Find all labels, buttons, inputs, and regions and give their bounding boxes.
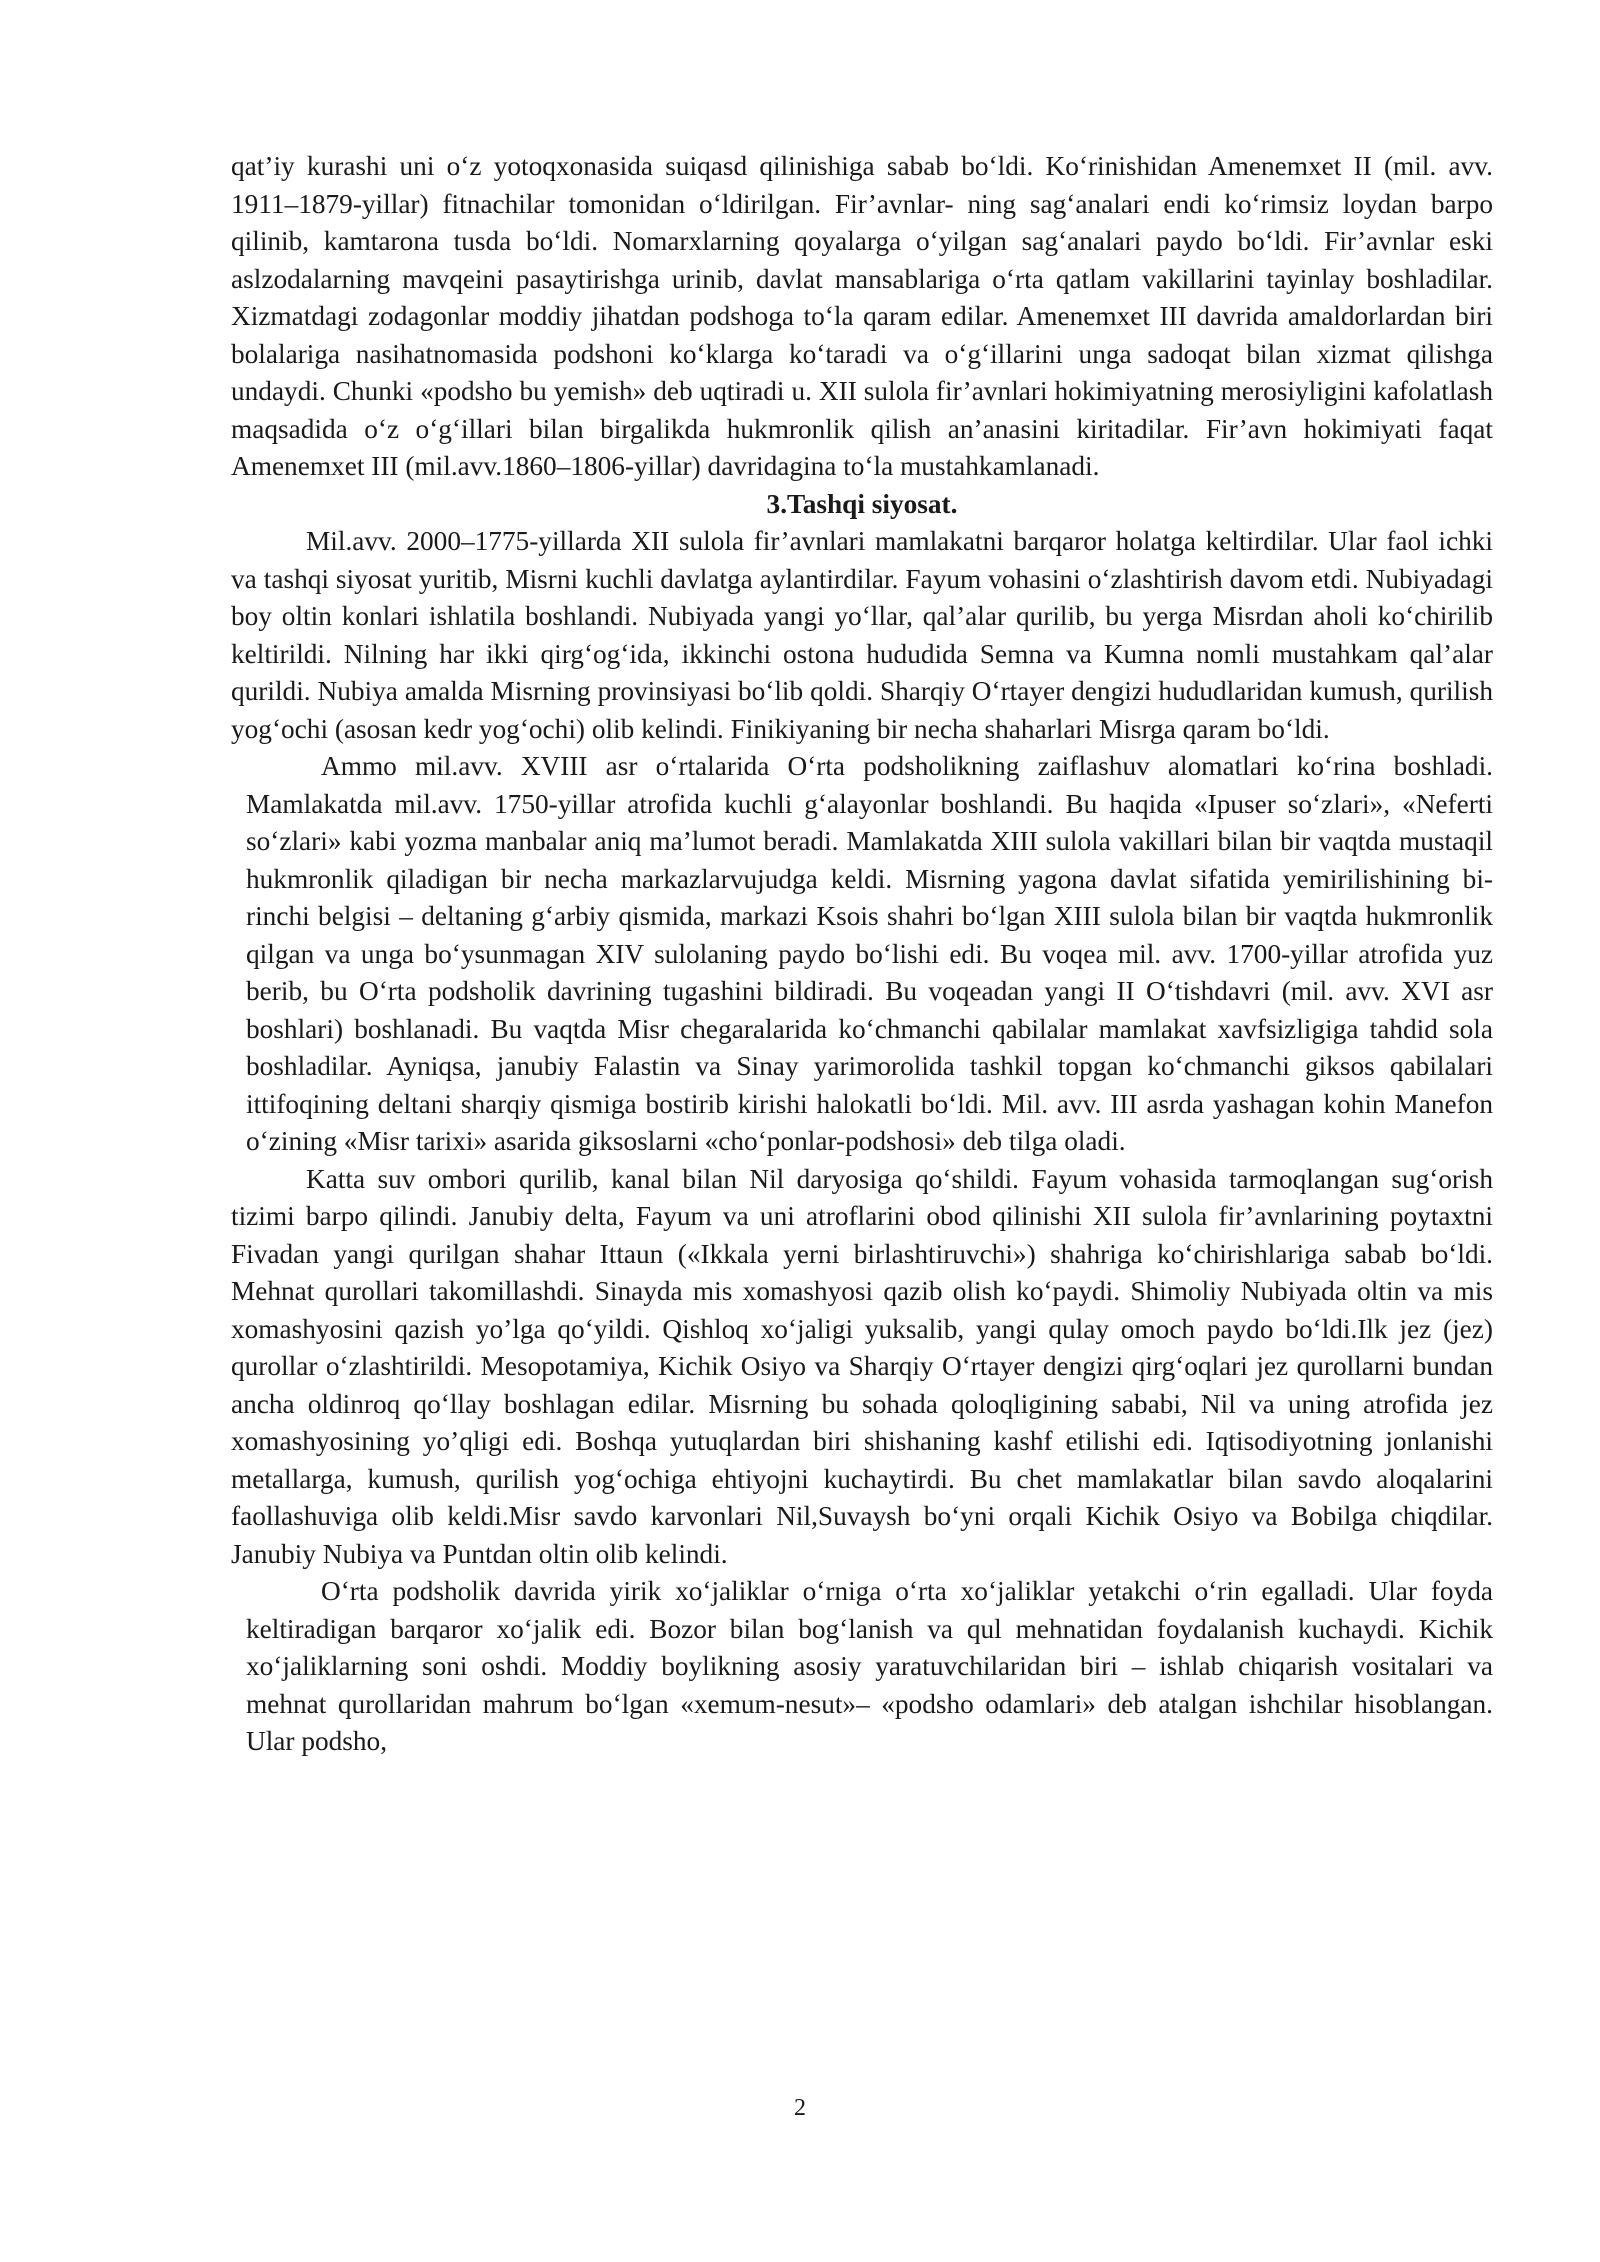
section-heading: 3.Tashqi siyosat.: [766, 488, 958, 519]
paragraph-3: Ammo mil.avv. XVIII asr o‘rtalarida O‘rta podsholikning zaiflashuv alomatlari ko‘rina boshladi. Mamlakatda mil.avv. 1750-yillar atrofida kuchli g‘alayonlar boshlandi. Bu haqida «Ipuser so‘zlari», «Neferti so‘zlari» kabi yozma manbalar aniq ma’lumot beradi. Mamlakatda XIII sulola vakillari bilan bir vaqtda mustaqil hukmronlik qiladigan bir necha markazlarvujudga keldi. Misrning yagona davlat sifatida yemirilishining bi- rinchi belgisi – deltaning g‘arbiy qismida, markazi Ksois shahri bo‘lgan XIII sulola bilan bir vaqtda hukmronlik qilgan va unga bo‘ysunmagan XIV sulolaning paydo bo‘lishi edi. Bu voqea mil. avv. 1700-yillar atrofida yuz berib, bu O‘rta podsholik davrining tugashini bildiradi. Bu voqeadan yangi II O‘tishdavri (mil. avv. XVI asr boshlari) boshlanadi. Bu vaqtda Misr chegaralarida ko‘chmanchi qabilalar mamlakat xavfsizligiga tahdid sola boshladilar. Ayniqsa, janubiy Falastin va Sinay yarimorolida tashkil topgan ko‘chmanchi giksos qabilalari ittifoqining deltani sharqiy qismiga bostirib kirishi halokatli bo‘ldi. Mil. avv. III asrda yashagan kohin Manefon o‘zining «Misr tarixi» asarida giksoslarni «cho‘ponlar-podshosi» deb tilga oladi.: [246, 751, 1493, 1156]
document-page: [231, 148, 1493, 1761]
page-number: 2: [794, 2095, 806, 2121]
paragraph-1: qat’iy kurashi uni o‘z yotoqxonasida suiqasd qilinishiga sabab bo‘ldi. Ko‘rinishidan Amenemxet II (mil. avv. 1911–1879-yillar) fitnachilar tomonidan o‘ldirilgan. Fir’avnlar- ning sag‘analari endi ko‘rimsiz loydan barpo qilinib, kamtarona tusda bo‘ldi. Nomarxlarning qoyalarga o‘yilgan sag‘analari paydo bo‘ldi. Fir’avnlar eski aslzodalarning mavqeini pasaytirishga urinib, davlat mansablariga o‘rta qatlam vakillarini tayinlay boshladilar. Xizmatdagi zodagonlar moddiy jihatdan podshoga to‘la qaram edilar. Amenemxet III davrida amaldorlardan biri bolalariga nasihatnomasida podshoni ko‘klarga ko‘taradi va o‘g‘illarini unga sadoqat bilan xizmat qilishga undaydi. Chunki «podsho bu yemish» deb uqtiradi u. XII sulola fir’avnlari hokimiyatning merosiyligini kafolatlash maqsadida o‘z o‘g‘illari bilan birgalikda hukmronlik qilish an’anasini kiritadilar. Fir’avn hokimiyati faqat Amenemxet III (mil.avv.1860–1806-yillar) davridagina to‘la mustahkamlanadi.: [231, 151, 1493, 481]
paragraph-4: Katta suv ombori qurilib, kanal bilan Nil daryosiga qo‘shildi. Fayum vohasida tarmoqlangan sug‘orish tizimi barpo qilindi. Janubiy delta, Fayum va uni atroflarini obod qilinishi XII sulola fir’avnlarining poytaxtni Fivadan yangi qurilgan shahar Ittaun («Ikkala yerni birlashtiruvchi») shahriga ko‘chirishlariga sabab bo‘ldi. Mehnat qurollari takomillashdi. Sinayda mis xomashyosi qazib olish ko‘paydi. Shimoliy Nubiyada oltin va mis xomashyosini qazish yo’lga qo‘yildi. Qishloq xo‘jaligi yuksalib, yangi qulay omoch paydo bo‘ldi.Ilk jez (jez) qurollar o‘zlashtirildi. Mesopotamiya, Kichik Osiyo va Sharqiy O‘rtayer dengizi qirg‘oqlari jez qurollarni bundan ancha oldinroq qo‘llay boshlagan edilar. Misrning bu sohada qoloqligining sababi, Nil va uning atrofida jez xomashyosining yo’qligi edi. Boshqa yutuqlardan biri shishaning kashf etilishi edi. Iqtisodiyotning jonlanishi metallarga, kumush, qurilish yog‘ochiga ehtiyojni kuchaytirdi. Bu chet mamlakatlar bilan savdo aloqalarini faollashuviga olib keldi.Misr savdo karvonlari Nil,Suvaysh bo‘yni orqali Kichik Osiyo va Bobilga chiqdilar. Janubiy Nubiya va Puntdan oltin olib kelindi.: [231, 1163, 1493, 1569]
paragraph-5: O‘rta podsholik davrida yirik xo‘jaliklar o‘rniga o‘rta xo‘jaliklar yetakchi o‘rin egalladi. Ular foyda keltiradigan barqaror xo‘jalik edi. Bozor bilan bog‘lanish va qul mehnatidan foydalanish kuchaydi. Kichik xo‘jaliklarning soni oshdi. Moddiy boylikning asosiy yaratuvchilaridan biri – ishlab chiqarish vositalari va mehnat qurollaridan mahrum bo‘lgan «xemum-nesut»– «podsho odamlari» deb atalgan ishchilar hisoblangan. Ular podsho,: [246, 1576, 1493, 1756]
paragraph-2: Mil.avv. 2000–1775-yillarda XII sulola fir’avnlari mamlakatni barqaror holatga keltirdilar. Ular faol ichki va tashqi siyosat yuritib, Misrni kuchli davlatga aylantirdilar. Fayum vohasini o‘zlashtirish davom etdi. Nubiyadagi boy oltin konlari ishlatila boshlandi. Nubiyada yangi yo‘llar, qal’alar qurilib, bu yerga Misrdan aholi ko‘chirilib keltirildi. Nilning har ikki qirg‘og‘ida, ikkinchi ostona hududida Semna va Kumna nomli mustahkam qal’alar qurildi. Nubiya amalda Misrning provinsiyasi bo‘lib qoldi. Sharqiy O‘rtayer dengizi hududlaridan kumush, qurilish yog‘ochi (asosan kedr yog‘ochi) olib kelindi. Finikiyaning bir necha shaharlari Misrga qaram bo‘ldi.: [231, 526, 1493, 744]
